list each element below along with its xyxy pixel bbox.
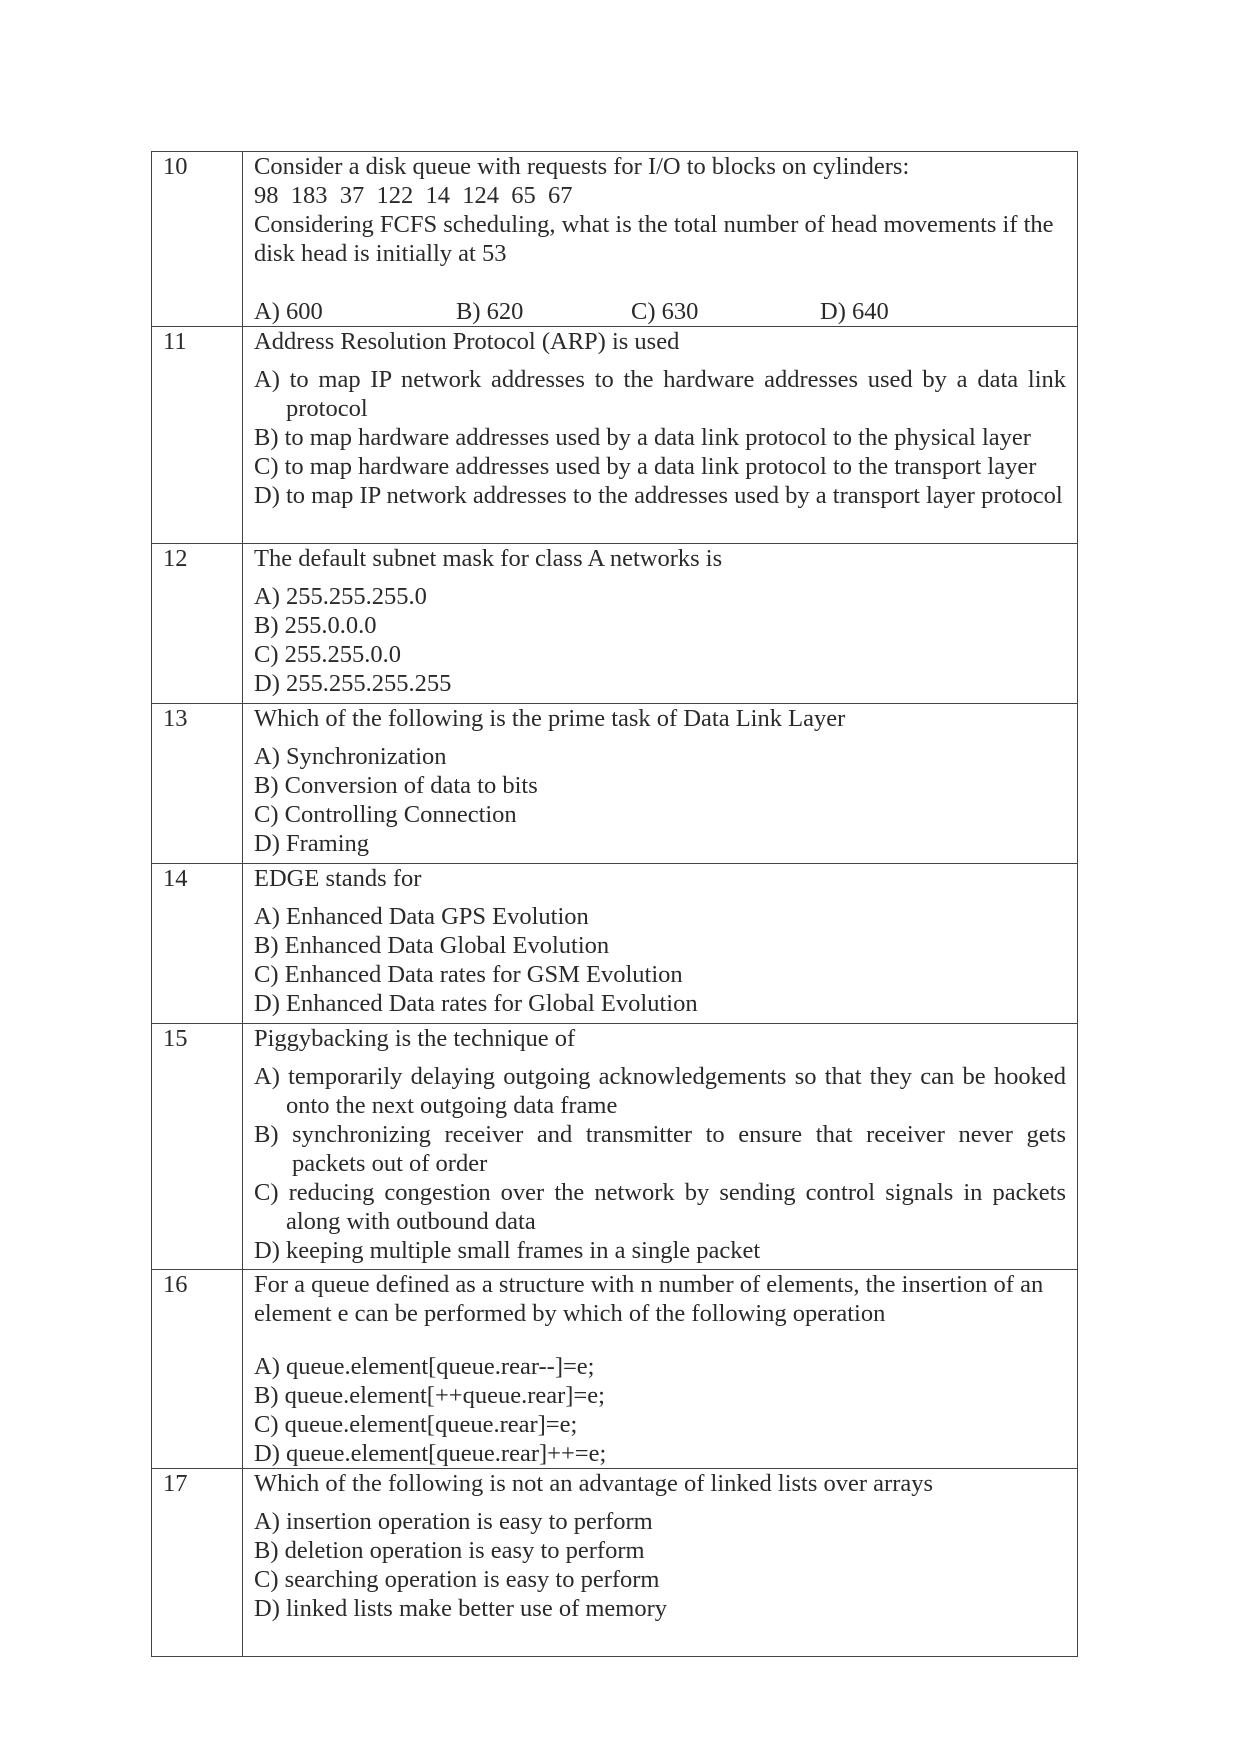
question-row — [152, 1024, 1078, 1270]
option-c: C) queue.element[queue.rear]=e; — [254, 1411, 578, 1438]
question-stem-continued: Considering FCFS scheduling, what is the total number of head movements if the disk head is initially at 53 — [254, 211, 1054, 267]
option-b: B) deletion operation is easy to perform — [254, 1537, 645, 1564]
option-c: C) searching operation is easy to perform — [254, 1566, 660, 1593]
question-stem: The default subnet mask for class A networks is — [254, 545, 723, 572]
question-row — [152, 704, 1078, 864]
option-a: A) Synchronization — [254, 743, 447, 770]
option-c: C) Enhanced Data rates for GSM Evolution — [254, 961, 683, 988]
option-a: A) 255.255.255.0 — [254, 583, 427, 610]
option-list — [254, 1352, 1066, 1468]
question-row — [152, 1270, 1078, 1469]
question-body — [243, 1469, 1078, 1657]
option-row — [254, 297, 1066, 326]
option-b: B) 620 — [456, 298, 524, 325]
option-a: A) Enhanced Data GPS Evolution — [254, 903, 589, 930]
option-list — [254, 1507, 1066, 1623]
option-d: D) linked lists make better use of memory — [254, 1595, 667, 1622]
option-list — [254, 582, 1066, 698]
question-body — [243, 152, 1078, 327]
option-a: A) to map IP network addresses to the hardware addresses used by a data link protocol — [254, 366, 1066, 422]
question-stem: Which of the following is the prime task of Data Link Layer — [254, 705, 846, 732]
option-c: C) Controlling Connection — [254, 801, 517, 828]
option-d: D) Enhanced Data rates for Global Evolution — [254, 990, 698, 1017]
cylinder-sequence: 98 183 37 122 14 124 65 67 — [254, 182, 573, 209]
option-d: D) 640 — [820, 298, 889, 325]
question-stem: Address Resolution Protocol (ARP) is used — [254, 328, 680, 355]
question-table — [151, 151, 1078, 1657]
option-b: B) Conversion of data to bits — [254, 772, 538, 799]
option-a: A) insertion operation is easy to perform — [254, 1508, 653, 1535]
option-b: B) queue.element[++queue.rear]=e; — [254, 1382, 605, 1409]
question-body — [243, 1270, 1078, 1469]
question-row — [152, 327, 1078, 544]
question-body — [243, 864, 1078, 1024]
option-list — [254, 902, 1066, 1018]
question-body — [243, 544, 1078, 704]
question-number: 15 — [152, 1024, 243, 1270]
option-a: A) queue.element[queue.rear--]=e; — [254, 1353, 595, 1380]
question-number: 11 — [152, 327, 243, 544]
question-number: 14 — [152, 864, 243, 1024]
option-list — [254, 1062, 1066, 1265]
option-list — [254, 365, 1066, 510]
option-d: D) keeping multiple small frames in a single packet — [254, 1237, 761, 1264]
option-d: D) Framing — [254, 830, 369, 857]
option-d: D) queue.element[queue.rear]++=e; — [254, 1440, 607, 1467]
question-stem: Piggybacking is the technique of — [254, 1025, 576, 1052]
question-body — [243, 327, 1078, 544]
option-list — [254, 742, 1066, 858]
option-a: A) 600 — [254, 298, 323, 325]
option-d: D) to map IP network addresses to the addresses used by a transport layer protocol — [254, 482, 1063, 509]
question-row — [152, 152, 1078, 327]
question-number: 16 — [152, 1270, 243, 1469]
question-body — [243, 704, 1078, 864]
question-number: 10 — [152, 152, 243, 327]
option-d: D) 255.255.255.255 — [254, 670, 452, 697]
option-b: B) synchronizing receiver and transmitter to ensure that receiver never gets packets out of order — [254, 1121, 1066, 1177]
question-number: 13 — [152, 704, 243, 864]
option-b: B) to map hardware addresses used by a data link protocol to the physical layer — [254, 424, 1031, 451]
question-number: 17 — [152, 1469, 243, 1657]
option-b: B) 255.0.0.0 — [254, 612, 377, 639]
option-a: A) temporarily delaying outgoing acknowledgements so that they can be hooked onto the next outgoing data frame — [254, 1063, 1066, 1119]
question-row — [152, 864, 1078, 1024]
question-number: 12 — [152, 544, 243, 704]
question-row — [152, 1469, 1078, 1657]
question-row — [152, 544, 1078, 704]
question-stem: Consider a disk queue with requests for I/O to blocks on cylinders: — [254, 153, 910, 180]
option-c: C) reducing congestion over the network by sending control signals in packets along with outbound data — [254, 1179, 1066, 1235]
question-body — [243, 1024, 1078, 1270]
option-c: C) to map hardware addresses used by a data link protocol to the transport layer — [254, 453, 1037, 480]
option-c: C) 255.255.0.0 — [254, 641, 401, 668]
question-stem: EDGE stands for — [254, 865, 422, 892]
question-stem: For a queue defined as a structure with n number of elements, the insertion of an element e can be performed by which of the following operation — [254, 1271, 1044, 1327]
option-c: C) 630 — [631, 298, 699, 325]
question-stem: Which of the following is not an advantage of linked lists over arrays — [254, 1470, 934, 1497]
option-b: B) Enhanced Data Global Evolution — [254, 932, 610, 959]
